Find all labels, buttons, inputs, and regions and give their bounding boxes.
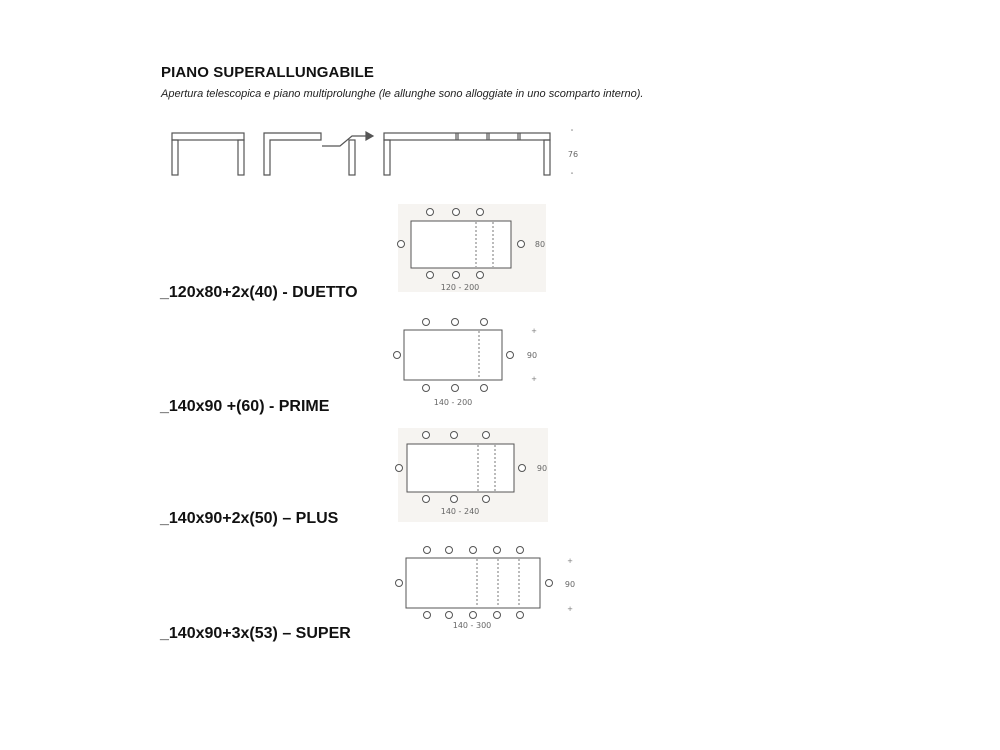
svg-text:˅: ˅ xyxy=(570,129,574,137)
svg-text:+: + xyxy=(567,605,573,613)
side-view-height-dimension xyxy=(568,129,578,180)
plan-duetto xyxy=(398,204,547,292)
plan-super-depth: 90 xyxy=(564,580,576,589)
side-view-extended-top xyxy=(384,133,550,140)
side-view-arrow xyxy=(322,136,366,146)
side-view-closed-leg-left xyxy=(172,140,178,175)
side-view-closed-top xyxy=(172,133,244,140)
model-label-plus: _140x90+2x(50) – PLUS xyxy=(160,510,339,527)
plan-duetto-table xyxy=(411,221,511,268)
side-view-closed-leg-right xyxy=(238,140,244,175)
svg-text:+: + xyxy=(531,375,537,383)
plan-plus-length: 140 - 240 xyxy=(440,507,480,516)
plan-prime-depth: 90 xyxy=(526,351,538,360)
plan-prime xyxy=(394,319,538,408)
plan-plus-table xyxy=(407,444,514,492)
model-label-duetto: _120x80+2x(40) - DUETTO xyxy=(160,284,358,301)
plan-duetto-depth: 80 xyxy=(534,240,546,249)
model-label-super: _140x90+3x(53) – SUPER xyxy=(160,625,351,642)
page-title: PIANO SUPERALLUNGABILE xyxy=(161,64,375,81)
page-subtitle: Apertura telescopica e piano multiprolunghe (le allunghe sono alloggiate in uno scomparto interno). xyxy=(161,88,644,100)
plan-prime-table xyxy=(404,330,502,380)
plan-duetto-length: 120 - 200 xyxy=(440,283,480,292)
side-view-extended-leg-left xyxy=(384,140,390,175)
side-view-opening-frame xyxy=(264,133,321,175)
svg-text:+: + xyxy=(531,327,537,335)
plan-super-table xyxy=(406,558,540,608)
side-view-height-label: 76 xyxy=(567,150,579,159)
plan-plus-depth: 90 xyxy=(536,464,548,473)
side-view-extended-leg-right xyxy=(544,140,550,175)
svg-text:˄: ˄ xyxy=(570,172,574,180)
plan-super-length: 140 - 300 xyxy=(452,621,492,630)
plan-plus xyxy=(396,428,549,522)
side-view-diagram xyxy=(172,132,550,175)
side-view-opening-leg xyxy=(349,140,355,175)
model-label-prime: _140x90 +(60) - PRIME xyxy=(160,398,330,415)
svg-text:+: + xyxy=(567,557,573,565)
plan-super xyxy=(396,547,576,631)
plan-prime-length: 140 - 200 xyxy=(433,398,473,407)
side-view-arrow-head xyxy=(366,132,373,140)
